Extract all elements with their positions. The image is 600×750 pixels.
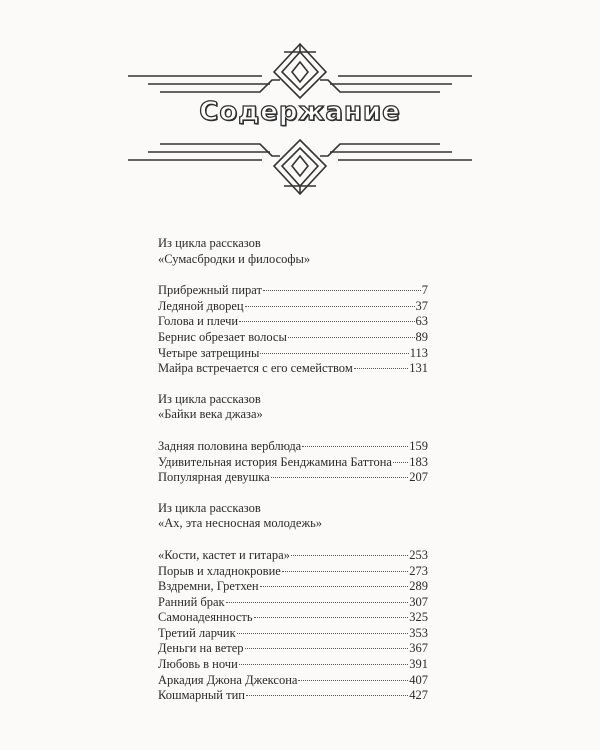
toc-section	[158, 236, 428, 377]
entry-page: 289	[409, 579, 428, 594]
toc-section	[158, 501, 428, 704]
toc-entry[interactable]	[158, 610, 428, 626]
leader-dots	[271, 477, 409, 478]
entry-page: 353	[409, 625, 428, 640]
toc-entry[interactable]	[158, 346, 428, 362]
leader-dots	[239, 664, 408, 665]
entry-page: 391	[409, 657, 428, 672]
entry-title: Аркадия Джона Джексона	[158, 672, 298, 687]
bottom-ornament	[0, 138, 600, 200]
leader-dots	[260, 586, 409, 587]
toc-entries	[158, 548, 428, 704]
toc-entry[interactable]	[158, 641, 428, 657]
toc-entry[interactable]	[158, 361, 428, 377]
entry-page: 159	[409, 438, 428, 453]
toc-entry[interactable]	[158, 314, 428, 330]
table-of-contents	[158, 236, 428, 719]
toc-section	[158, 392, 428, 486]
entry-page: 273	[409, 563, 428, 578]
section-name: «Сумасбродки и философы»	[158, 251, 311, 266]
toc-entry[interactable]	[158, 330, 428, 346]
leader-dots	[298, 680, 408, 681]
entry-page: 253	[409, 547, 428, 562]
toc-entry[interactable]	[158, 470, 428, 486]
contents-heading: Содержание	[199, 97, 401, 127]
leader-dots	[245, 648, 409, 649]
entry-title: Прибрежный пират	[158, 283, 262, 298]
toc-entry[interactable]	[158, 688, 428, 704]
entry-page: 407	[409, 672, 428, 687]
leader-dots	[226, 602, 409, 603]
toc-entry[interactable]	[158, 579, 428, 595]
entry-title: Бернис обрезает волосы	[158, 329, 287, 344]
leader-dots	[393, 462, 408, 463]
entry-title: Любовь в ночи	[158, 657, 238, 672]
entry-page: 89	[415, 329, 428, 344]
section-label: Из цикла рассказов	[158, 236, 261, 250]
leader-dots	[260, 353, 408, 354]
top-ornament	[0, 40, 600, 100]
entry-title: Четыре затрещины	[158, 345, 260, 360]
toc-entries	[158, 283, 428, 377]
section-label: Из цикла рассказов	[158, 500, 261, 515]
leader-dots	[237, 633, 409, 634]
entry-title: Голова и плечи	[158, 314, 239, 329]
toc-entry[interactable]	[158, 455, 428, 471]
entry-title: «Кости, кастет и гитара»	[158, 547, 290, 562]
entry-title: Ранний брак	[158, 594, 225, 609]
entry-title: Удивительная история Бенджамина Баттона	[158, 454, 392, 469]
entry-page: 325	[409, 610, 428, 625]
entry-page: 7	[421, 283, 428, 298]
leader-dots	[239, 321, 414, 322]
toc-entry[interactable]	[158, 548, 428, 564]
entry-title: Кошмарный тип	[158, 688, 245, 703]
toc-entry[interactable]	[158, 283, 428, 299]
toc-entry[interactable]	[158, 299, 428, 315]
leader-dots	[246, 695, 408, 696]
entry-title: Задняя половина верблюда	[158, 438, 302, 453]
entry-title: Вздремни, Гретхен	[158, 579, 259, 594]
toc-entry[interactable]	[158, 439, 428, 455]
toc-entries	[158, 439, 428, 486]
leader-dots	[263, 290, 421, 291]
entry-title: Порыв и хладнокровие	[158, 563, 281, 578]
leader-dots	[354, 368, 409, 369]
entry-page: 113	[409, 345, 428, 360]
section-label: Из цикла рассказов	[158, 391, 261, 406]
leader-dots	[282, 571, 408, 572]
leader-dots	[291, 555, 408, 556]
entry-page: 207	[409, 470, 428, 485]
leader-dots	[288, 337, 415, 338]
entry-title: Деньги на ветер	[158, 641, 244, 656]
entry-page: 367	[409, 641, 428, 656]
leader-dots	[245, 306, 415, 307]
entry-page: 63	[415, 314, 428, 329]
toc-entry[interactable]	[158, 595, 428, 611]
section-name: «Ах, эта несносная молодежь»	[158, 516, 323, 531]
entry-page: 307	[409, 594, 428, 609]
entry-page: 131	[409, 361, 428, 376]
entry-page: 427	[409, 688, 428, 703]
toc-entry[interactable]	[158, 564, 428, 580]
toc-entry[interactable]	[158, 626, 428, 642]
toc-entry[interactable]	[158, 673, 428, 689]
entry-title: Третий ларчик	[158, 625, 236, 640]
entry-page: 37	[415, 298, 428, 313]
leader-dots	[254, 617, 409, 618]
entry-page: 183	[409, 454, 428, 469]
entry-title: Самонадеянность	[158, 610, 253, 625]
entry-title: Популярная девушка	[158, 470, 270, 485]
entry-title: Майра встречается с его семейством	[158, 361, 353, 376]
leader-dots	[302, 446, 408, 447]
toc-entry[interactable]	[158, 657, 428, 673]
entry-title: Ледяной дворец	[158, 298, 244, 313]
section-name: «Байки века джаза»	[158, 407, 263, 422]
